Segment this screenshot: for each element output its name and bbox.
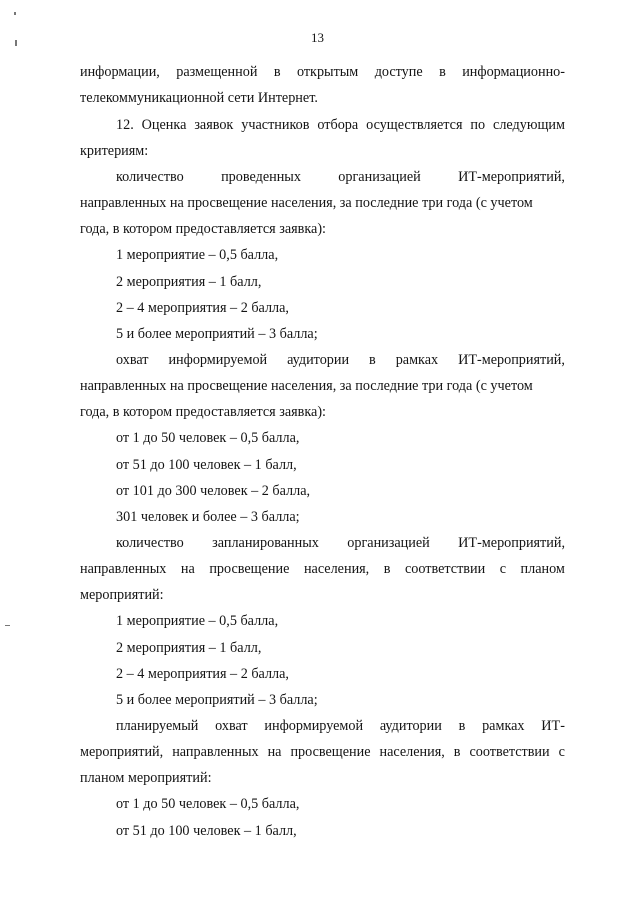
word: в <box>383 561 391 577</box>
body-line: 301 человек и более – 3 балла; <box>116 509 300 525</box>
body-line: планом мероприятий: <box>80 770 212 786</box>
body-line: 5 и более мероприятий – 3 балла; <box>116 326 318 342</box>
body-line: 1 мероприятие – 0,5 балла, <box>116 613 279 629</box>
word: в <box>439 64 446 80</box>
word: доступе <box>374 64 423 80</box>
word: участников <box>241 117 310 133</box>
word: в <box>453 744 461 760</box>
body-line <box>116 352 565 369</box>
word: рамках <box>482 718 525 734</box>
word: информации, <box>80 64 160 80</box>
body-line: от 1 до 50 человек – 0,5 балла, <box>116 430 300 446</box>
word: на <box>267 744 282 760</box>
word: информируемой <box>264 718 364 734</box>
body-line <box>80 561 565 578</box>
body-line: направленных на просвещение населения, за последние три года (с учетом <box>80 378 533 394</box>
body-line: 2 мероприятия – 1 балл, <box>116 640 262 656</box>
word: информационно- <box>462 64 565 80</box>
word: населения, <box>303 561 370 577</box>
word: рамках <box>395 352 439 368</box>
scan-mark <box>5 625 10 626</box>
scan-mark <box>15 40 17 46</box>
word: количество <box>116 169 184 185</box>
word: организацией <box>347 535 430 551</box>
page-number: 13 <box>311 30 324 45</box>
body-line: мероприятий: <box>80 587 164 603</box>
body-line: критериям: <box>80 143 149 159</box>
word: ИТ-мероприятий, <box>458 352 565 368</box>
word: с <box>499 561 507 577</box>
word: охват <box>215 718 248 734</box>
word: осуществляется <box>366 117 463 133</box>
body-line <box>116 169 565 186</box>
body-line: телекоммуникационной сети Интернет. <box>80 90 318 106</box>
word: просвещение <box>209 561 290 577</box>
word: Оценка <box>141 117 187 133</box>
word: информируемой <box>168 352 268 368</box>
body-line <box>80 744 565 761</box>
body-line: 5 и более мероприятий – 3 балла; <box>116 692 318 708</box>
word: соответствии <box>405 561 486 577</box>
word: заявок <box>194 117 234 133</box>
body-line: 2 – 4 мероприятия – 2 балла, <box>116 300 289 316</box>
body-line: от 51 до 100 человек – 1 балл, <box>116 457 297 473</box>
word: размещенной <box>176 64 258 80</box>
body-line: от 101 до 300 человек – 2 балла, <box>116 483 311 499</box>
word: ИТ-мероприятий, <box>458 535 565 551</box>
word: направленных <box>80 561 167 577</box>
word: планируемый <box>116 718 199 734</box>
body-line: 2 – 4 мероприятия – 2 балла, <box>116 666 289 682</box>
scan-mark <box>14 12 16 15</box>
body-line <box>116 718 565 735</box>
word: открытым <box>296 64 359 80</box>
word: на <box>180 561 195 577</box>
word: направленных <box>172 744 259 760</box>
word: соответствии <box>469 744 550 760</box>
word: планом <box>520 561 565 577</box>
word: в <box>273 64 281 80</box>
body-line: направленных на просвещение населения, за последние три года (с учетом <box>80 195 533 211</box>
word: в <box>369 352 376 368</box>
body-line: 1 мероприятие – 0,5 балла, <box>116 247 279 263</box>
word: мероприятий, <box>80 744 164 760</box>
body-line: от 51 до 100 человек – 1 балл, <box>116 823 297 839</box>
word: отбора <box>317 117 359 133</box>
word: просвещение <box>290 744 371 760</box>
word: с <box>558 744 565 760</box>
word: населения, <box>379 744 445 760</box>
word: проведенных <box>221 169 301 185</box>
body-line: от 1 до 50 человек – 0,5 балла, <box>116 796 300 812</box>
word: следующим <box>493 117 565 133</box>
word: аудитории <box>379 718 442 734</box>
word: аудитории <box>287 352 350 368</box>
body-line: 2 мероприятия – 1 балл, <box>116 274 262 290</box>
word: охват <box>116 352 149 368</box>
body-line <box>116 535 565 552</box>
word: организацией <box>338 169 421 185</box>
word: 12. <box>116 117 134 133</box>
word: ИТ-мероприятий, <box>458 169 565 185</box>
word: по <box>470 117 486 133</box>
word: в <box>458 718 466 734</box>
body-line: года, в котором предоставляется заявка): <box>80 404 326 420</box>
word: ИТ- <box>541 718 565 734</box>
word: количество <box>116 535 184 551</box>
body-line <box>116 117 565 134</box>
body-line <box>80 64 565 81</box>
word: запланированных <box>212 535 319 551</box>
body-line: года, в котором предоставляется заявка): <box>80 221 326 237</box>
